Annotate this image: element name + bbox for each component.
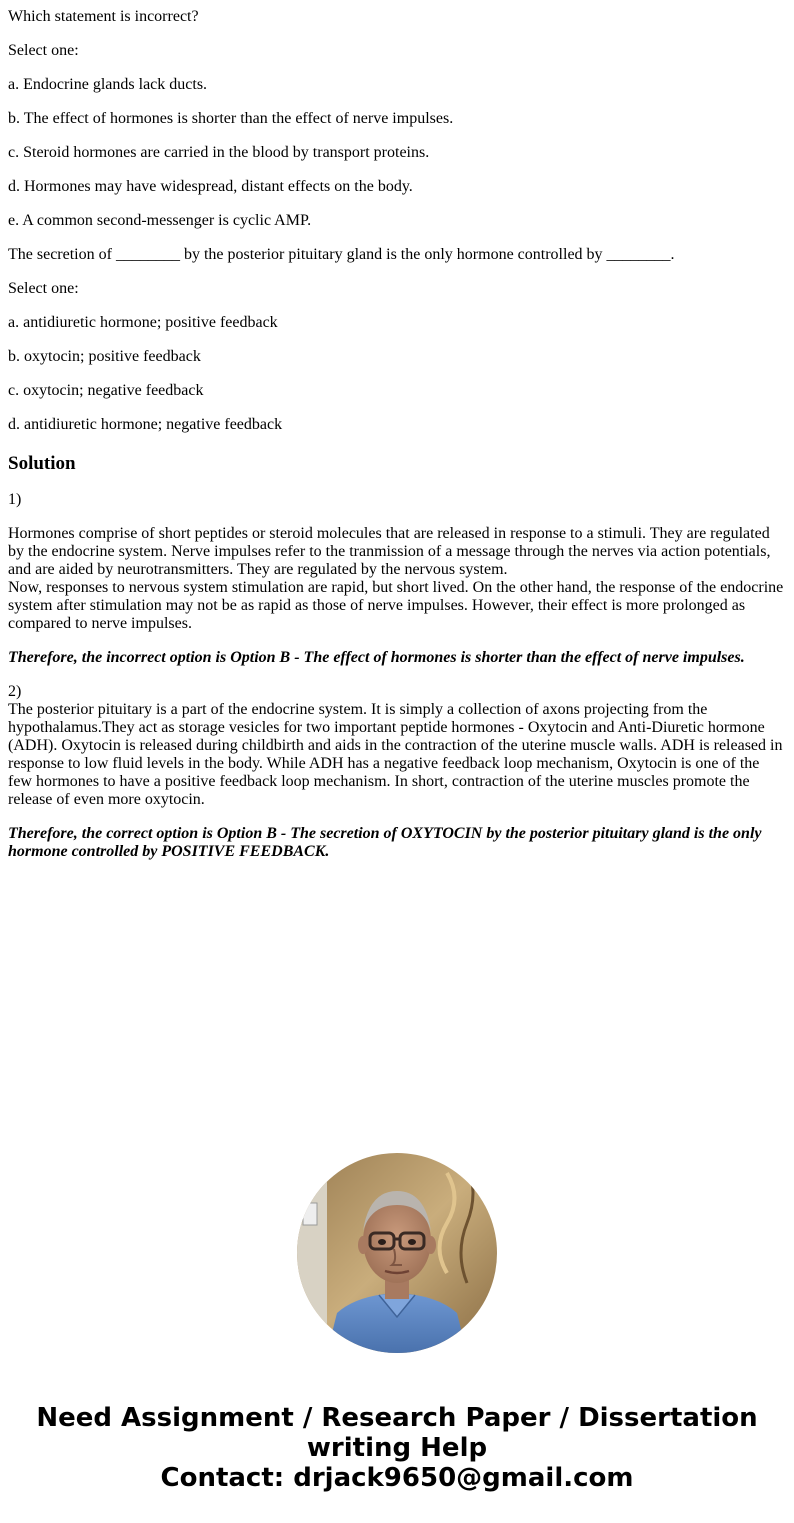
solution-part2-label: 2) (8, 683, 22, 700)
solution-part2-para: The posterior pituitary is a part of the endocrine system. It is simply a collection of axons projecting from the hypothalamus.They act as storage vesicles for two important peptide hormones - Oxytocin and Anti-Diuretic hormone (ADH). Oxytocin is released during childbirth and aids in the contraction of the uterine muscle walls. ADH is released in response to low fluid levels in the body. While ADH has a negative feedback loop mechanism, Oxytocin is one of the few hormones to have a positive feedback loop mechanism. In short, contraction of the uterine muscles promote the release of even more oxytocin. (8, 701, 783, 808)
question1-select-label: Select one: (8, 42, 79, 59)
question2-select-label: Select one: (8, 280, 79, 297)
solution-part1-label: 1) (8, 491, 22, 508)
question1-option-e: e. A common second-messenger is cyclic AMP. (8, 212, 312, 229)
question1-prompt: Which statement is incorrect? (8, 8, 199, 25)
banner-contact-email: Contact: drjack9650@gmail.com (160, 1463, 634, 1493)
solution-part1-para1: Hormones comprise of short peptides or steroid molecules that are released in response to a stimuli. They are regulated by the endocrine system. Nerve impulses refer to the tranmission of a message through the nerves via action potentials, and are aided by neurotransmitters. They are regulated by the nervous system. (8, 525, 771, 578)
question2-option-d: d. antidiuretic hormone; negative feedback (8, 416, 283, 433)
solution-part1-para2: Now, responses to nervous system stimulation are rapid, but short lived. On the other hand, the response of the endocrine system after stimulation may not be as rapid as those of nerve impulses. However, their effect is more prolonged as compared to nerve impulses. (8, 579, 784, 632)
solution-part1-body (8, 525, 786, 633)
solution-heading: Solution (8, 453, 76, 474)
author-avatar (297, 1153, 497, 1353)
solution-part2-conclusion: Therefore, the correct option is Option B - The secretion of OXYTOCIN by the posterior pituitary gland is the only hormone controlled by POSITIVE FEEDBACK. (8, 825, 762, 860)
solution-part2-body (8, 683, 786, 809)
banner-line-2: writing Help (306, 1433, 488, 1463)
banner-line-1: Need Assignment / Research Paper / Dissertation (36, 1403, 758, 1433)
question2-prompt: The secretion of ________ by the posterior pituitary gland is the only hormone controlled by ________. (8, 246, 675, 263)
question2-option-a: a. antidiuretic hormone; positive feedback (8, 314, 278, 331)
question1-option-d: d. Hormones may have widespread, distant effects on the body. (8, 178, 413, 195)
contact-banner (0, 1403, 794, 1493)
author-portrait-icon (297, 1153, 497, 1353)
solution-part1-conclusion: Therefore, the incorrect option is Option B - The effect of hormones is shorter than the effect of nerve impulses. (8, 649, 745, 666)
question1-option-c: c. Steroid hormones are carried in the blood by transport proteins. (8, 144, 430, 161)
question2-option-b: b. oxytocin; positive feedback (8, 348, 201, 365)
question2-option-c: c. oxytocin; negative feedback (8, 382, 204, 399)
question1-option-a: a. Endocrine glands lack ducts. (8, 76, 208, 93)
document-body (8, 0, 786, 861)
question1-option-b: b. The effect of hormones is shorter than the effect of nerve impulses. (8, 110, 454, 127)
